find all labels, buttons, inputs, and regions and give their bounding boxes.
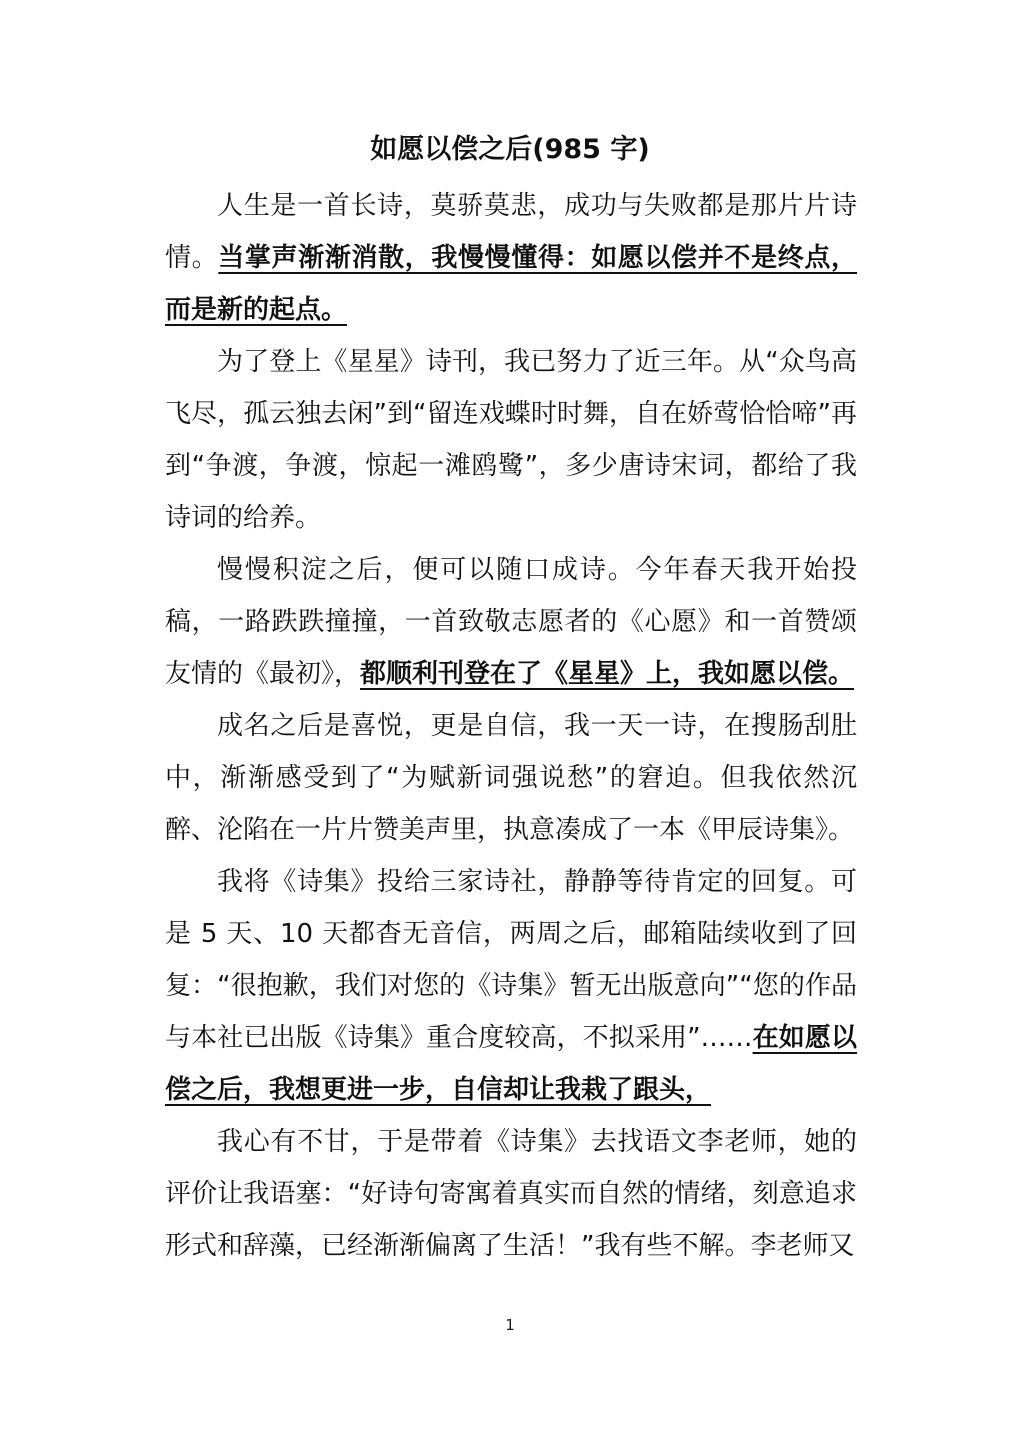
paragraph-1 [165,180,857,336]
emphasized-sentence: 当掌声渐渐消散，我慢慢懂得：如愿以偿并不是终点，而是新的起点。 [165,243,857,325]
paragraph-text: 我将《诗集》投给三家诗社，静静等待肯定的回复。可是 5 天、10 天都杳无音信，两周之后，邮箱陆续收到了回复：“很抱歉，我们对您的《诗集》暂无出版意向”“您的作品与本社已出版《诗集》重合度较高，不拟采用”…… [165,867,857,1053]
paragraph-6 [165,1116,857,1272]
page-number: 1 [505,1316,515,1334]
paragraph-5 [165,856,857,1116]
paragraph-text: 我心有不甘，于是带着《诗集》去找语文李老师，她的评价让我语塞：“好诗句寄寓着真实而自然的情绪，刻意追求形式和辞藻，已经渐渐偏离了生活！”我有些不解。李老师又 [165,1127,857,1261]
paragraph-text: 人生是一首长诗，莫骄莫悲，成功与失败都是那片片诗情。 [165,191,857,273]
emphasized-sentence: 在如愿以偿之后，我想更进一步，自信却让我栽了跟头， [165,1023,857,1105]
paragraph-3 [165,544,857,700]
emphasized-sentence: 都顺利刊登在了《星星》上，我如愿以偿。 [360,659,855,689]
paragraph-text: 为了登上《星星》诗刊，我已努力了近三年。从“众鸟高飞尽，孤云独去闲”到“留连戏蝶时时舞，自在娇莺恰恰啼”再到“争渡，争渡，惊起一滩鸥鹭”，多少唐诗宋词，都给了我诗词的给养。 [165,347,857,533]
paragraph-4 [165,700,857,856]
paragraph-text: 成名之后是喜悦，更是自信，我一天一诗，在搜肠刮肚中，渐渐感受到了“为赋新词强说愁”的窘迫。但我依然沉醉、沦陷在一片片赞美声里，执意凑成了一本《甲辰诗集》。 [165,711,857,845]
paragraph-text: 慢慢积淀之后，便可以随口成诗。今年春天我开始投稿，一路跌跌撞撞，一首致敬志愿者的《心愿》和一首赞颂友情的《最初》， [165,555,857,689]
document-body [165,180,857,1272]
document-title: 如愿以偿之后(985 字) [370,134,650,165]
paragraph-2 [165,336,857,544]
